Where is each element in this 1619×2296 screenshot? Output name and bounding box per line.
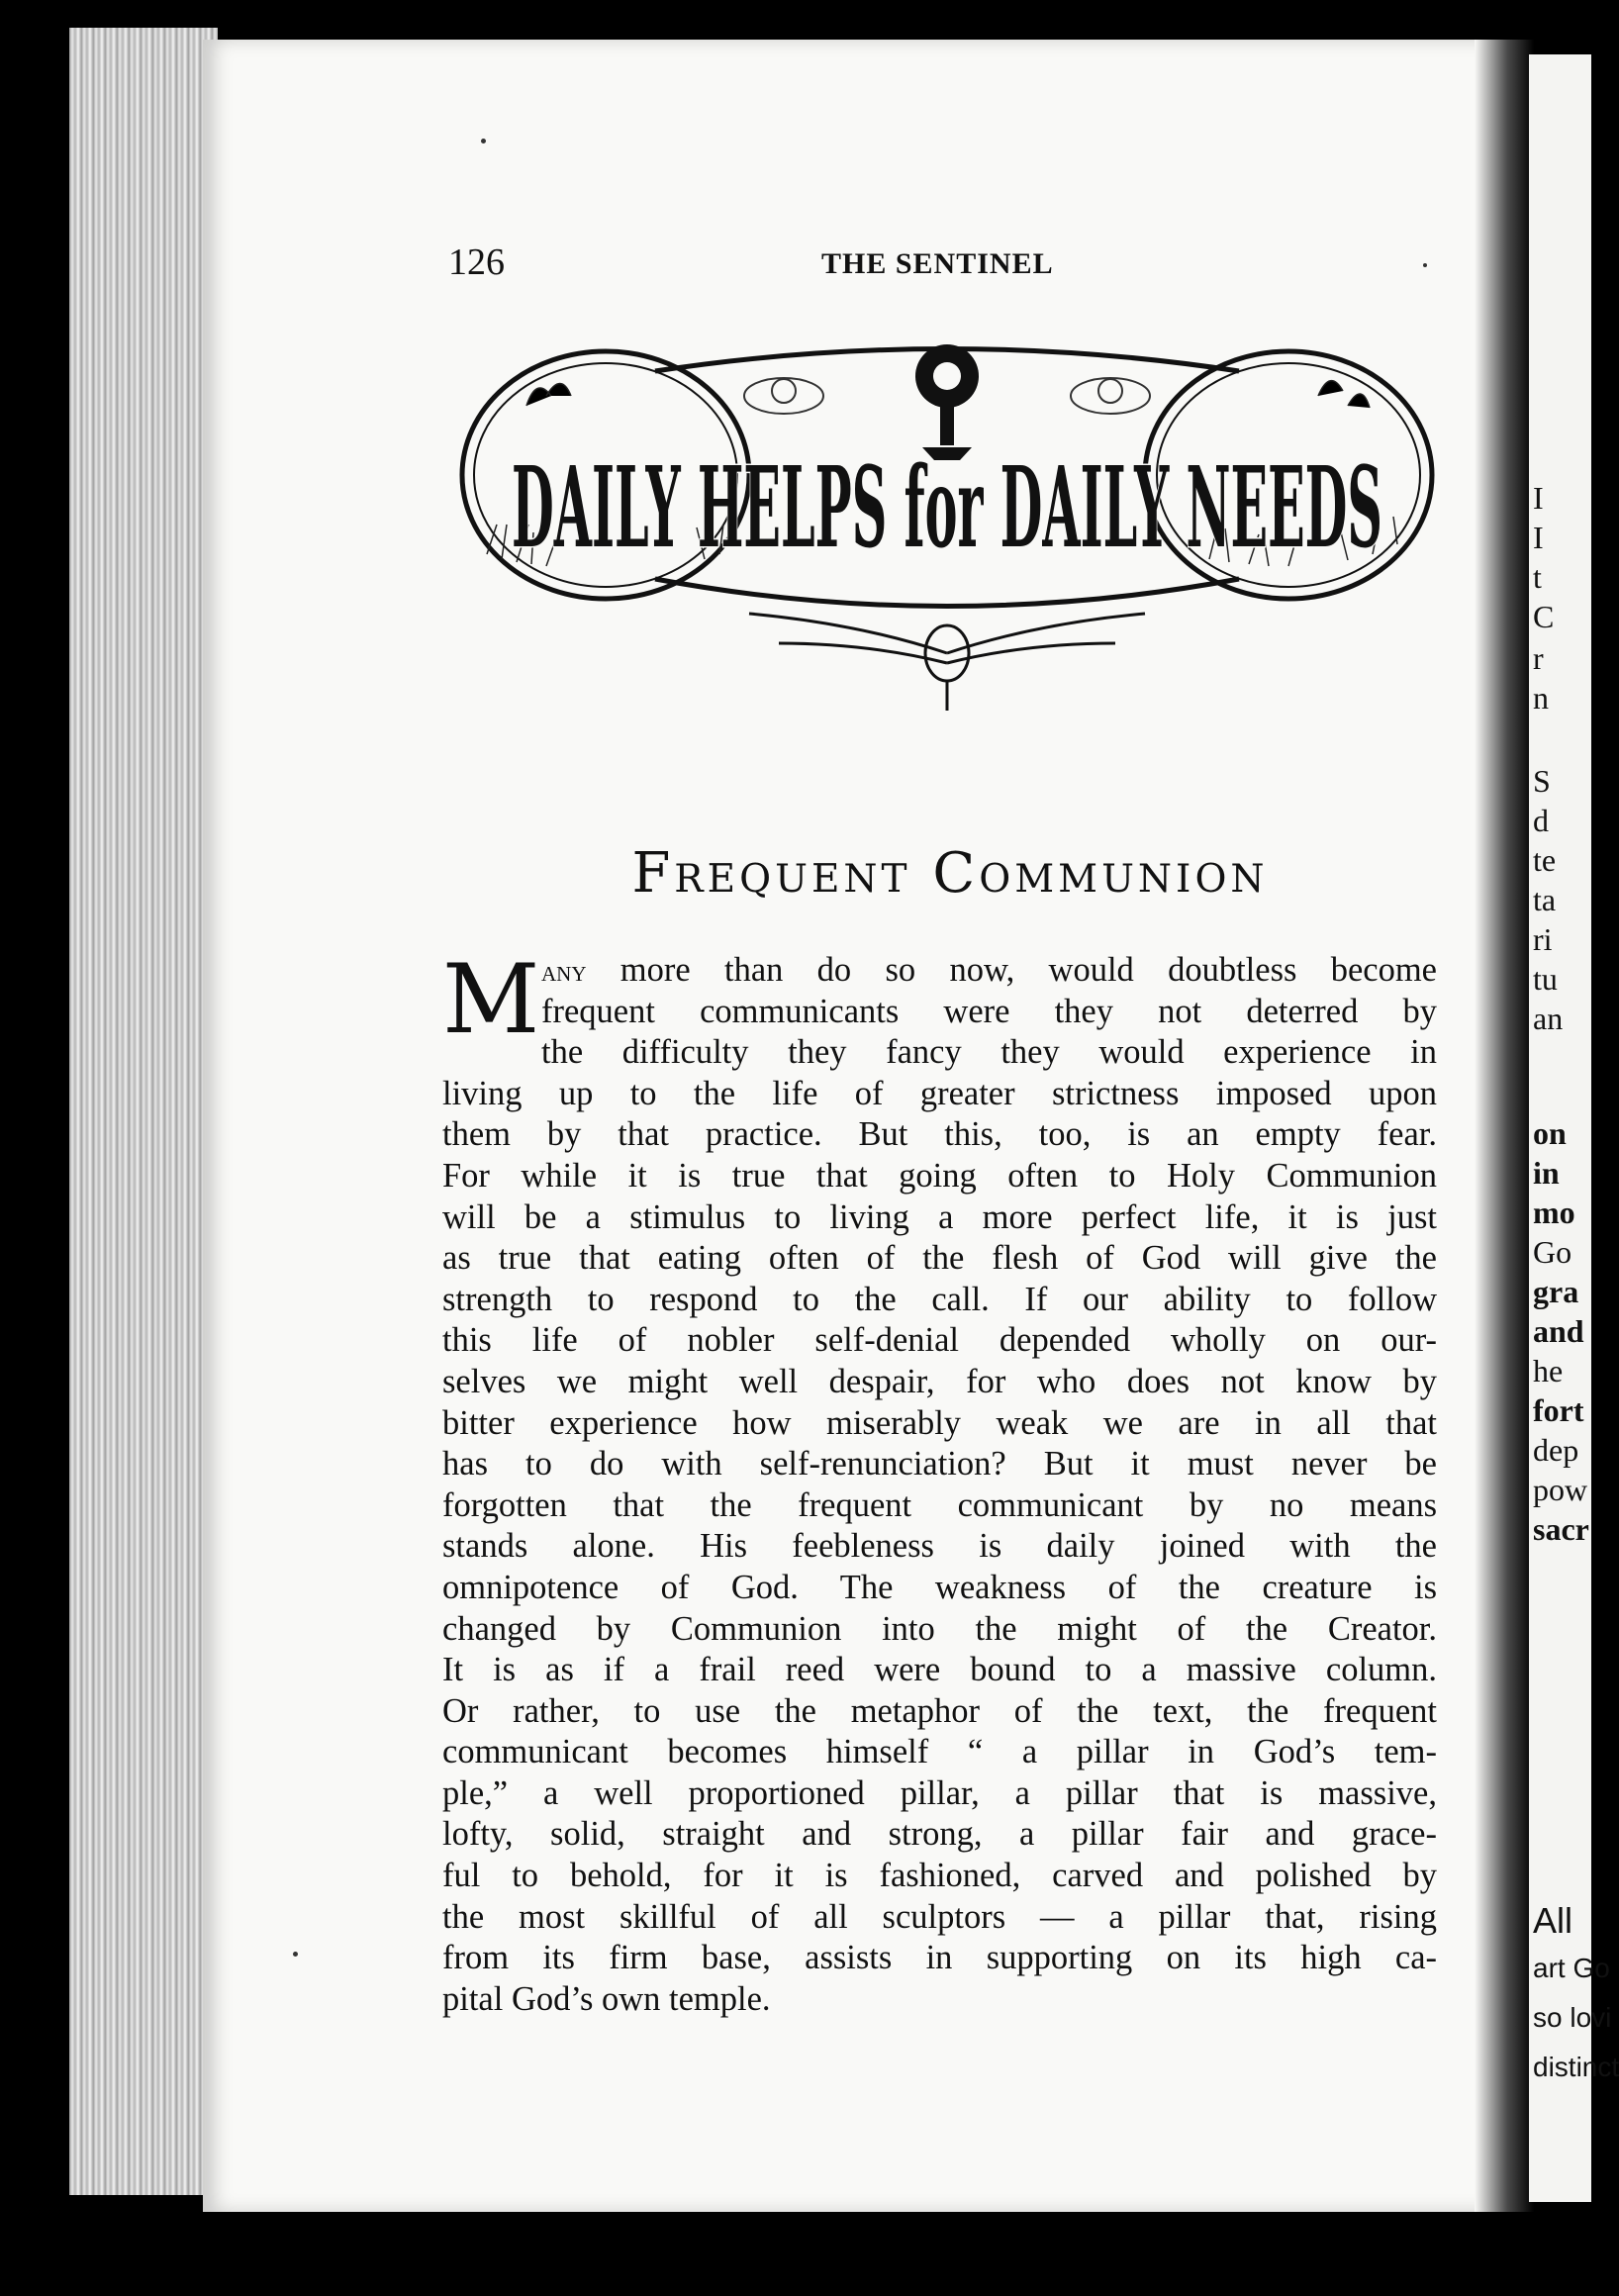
facing-fragment: All	[1533, 1900, 1573, 1941]
page-number: 126	[448, 241, 505, 283]
text-line-content: more than do so now, would doubtless become	[586, 951, 1437, 989]
text-line: bitter experience how miserably weak we are in all that	[442, 1403, 1437, 1442]
text-line: this life of nobler self-denial depended wholly on our-	[442, 1321, 1437, 1360]
facing-fragment: pow	[1533, 1472, 1588, 1507]
text-line: frequent communicants were they not deterred by	[541, 992, 1437, 1030]
daily-helps-banner	[457, 336, 1437, 718]
text-line: selves we might well despair, for who does not know by	[442, 1362, 1437, 1400]
facing-fragment: dep	[1533, 1432, 1579, 1468]
text-line: For while it is true that going often to Holy Communion	[442, 1156, 1437, 1195]
text-line: ful to behold, for it is fashioned, carved and polished by	[442, 1857, 1437, 1895]
text-line: has to do with self-renunciation? But it must never be	[442, 1445, 1437, 1483]
facing-fragment: t	[1533, 559, 1542, 595]
facing-fragment: r	[1533, 640, 1544, 676]
text-line: the most skillful of all sculptors — a pillar that, rising	[442, 1897, 1437, 1936]
text-line: stands alone. His feebleness is daily joined with the	[442, 1527, 1437, 1566]
speck	[1423, 263, 1427, 267]
text-line: changed by Communion into the might of the Creator.	[442, 1609, 1437, 1648]
facing-fragment: tu	[1533, 961, 1558, 997]
text-line: forgotten that the frequent communicant by no means	[442, 1485, 1437, 1524]
facing-fragment: art Go	[1533, 1953, 1610, 1983]
text-line: It is as if a frail reed were bound to a massive column.	[442, 1651, 1437, 1689]
speck	[293, 1952, 298, 1957]
facing-fragment: an	[1533, 1001, 1564, 1036]
text-line: will be a stimulus to living a more perfect life, it is just	[442, 1197, 1437, 1236]
text-line: strength to respond to the call. If our ability to follow	[442, 1280, 1437, 1318]
text-line: them by that practice. But this, too, is an empty fear.	[442, 1115, 1437, 1154]
facing-fragment: d	[1533, 803, 1549, 838]
running-head: THE SENTINEL	[821, 247, 1054, 280]
facing-fragment: he	[1533, 1353, 1564, 1388]
facing-fragment: sacr	[1533, 1511, 1589, 1547]
text-line: as true that eating often of the flesh of God will give the	[442, 1239, 1437, 1278]
article-title: Frequent Communion	[631, 841, 1269, 906]
facing-fragment: distinct	[1533, 2052, 1619, 2082]
text-line: communicant becomes himself “ a pillar in God’s tem-	[442, 1733, 1437, 1771]
facing-fragment: gra	[1533, 1274, 1579, 1309]
facing-fragment: C	[1533, 599, 1555, 634]
facing-fragment: and	[1533, 1313, 1584, 1349]
text-line	[442, 950, 1437, 992]
text-line: living up to the life of greater strictness imposed upon	[442, 1074, 1437, 1112]
facing-fragment: I	[1533, 520, 1544, 555]
text-line: Or rather, to use the metaphor of the text, the frequent	[442, 1691, 1437, 1730]
facing-fragment: ta	[1533, 882, 1557, 917]
facing-fragment: n	[1533, 680, 1549, 716]
text-line: lofty, solid, straight and strong, a pillar fair and grace-	[442, 1815, 1437, 1854]
facing-page	[1529, 54, 1619, 2202]
text-line: omnipotence of God. The weakness of the creature is	[442, 1568, 1437, 1606]
banner-text: DAILY HELPS for DAILY NEEDS	[512, 443, 1382, 573]
facing-fragment: ri	[1533, 921, 1553, 957]
facing-fragment: S	[1533, 763, 1551, 799]
article-body	[442, 944, 1437, 2020]
facing-fragment: so lovi	[1533, 2002, 1612, 2033]
text-line: from its firm base, assists in supporting on its high ca-	[442, 1939, 1437, 1977]
facing-fragment: fort	[1533, 1392, 1584, 1428]
text-line: pital God’s own temple.	[442, 1979, 771, 2018]
book-gutter	[1475, 40, 1534, 2212]
facing-fragment: Go	[1533, 1234, 1572, 1270]
facing-fragment: mo	[1533, 1195, 1575, 1230]
drop-cap: M	[442, 944, 540, 1055]
facing-fragment: on	[1533, 1115, 1567, 1151]
book-page-edges	[69, 28, 218, 2195]
text-line: the difficulty they fancy they would experience in	[541, 1033, 1437, 1072]
facing-fragment: I	[1533, 480, 1544, 516]
facing-fragment: te	[1533, 842, 1557, 878]
speck	[481, 139, 486, 144]
first-word-smallcaps: any	[541, 955, 587, 988]
text-line: ple,” a well proportioned pillar, a pillar that is massive,	[442, 1773, 1437, 1812]
facing-fragment: in	[1533, 1155, 1560, 1191]
